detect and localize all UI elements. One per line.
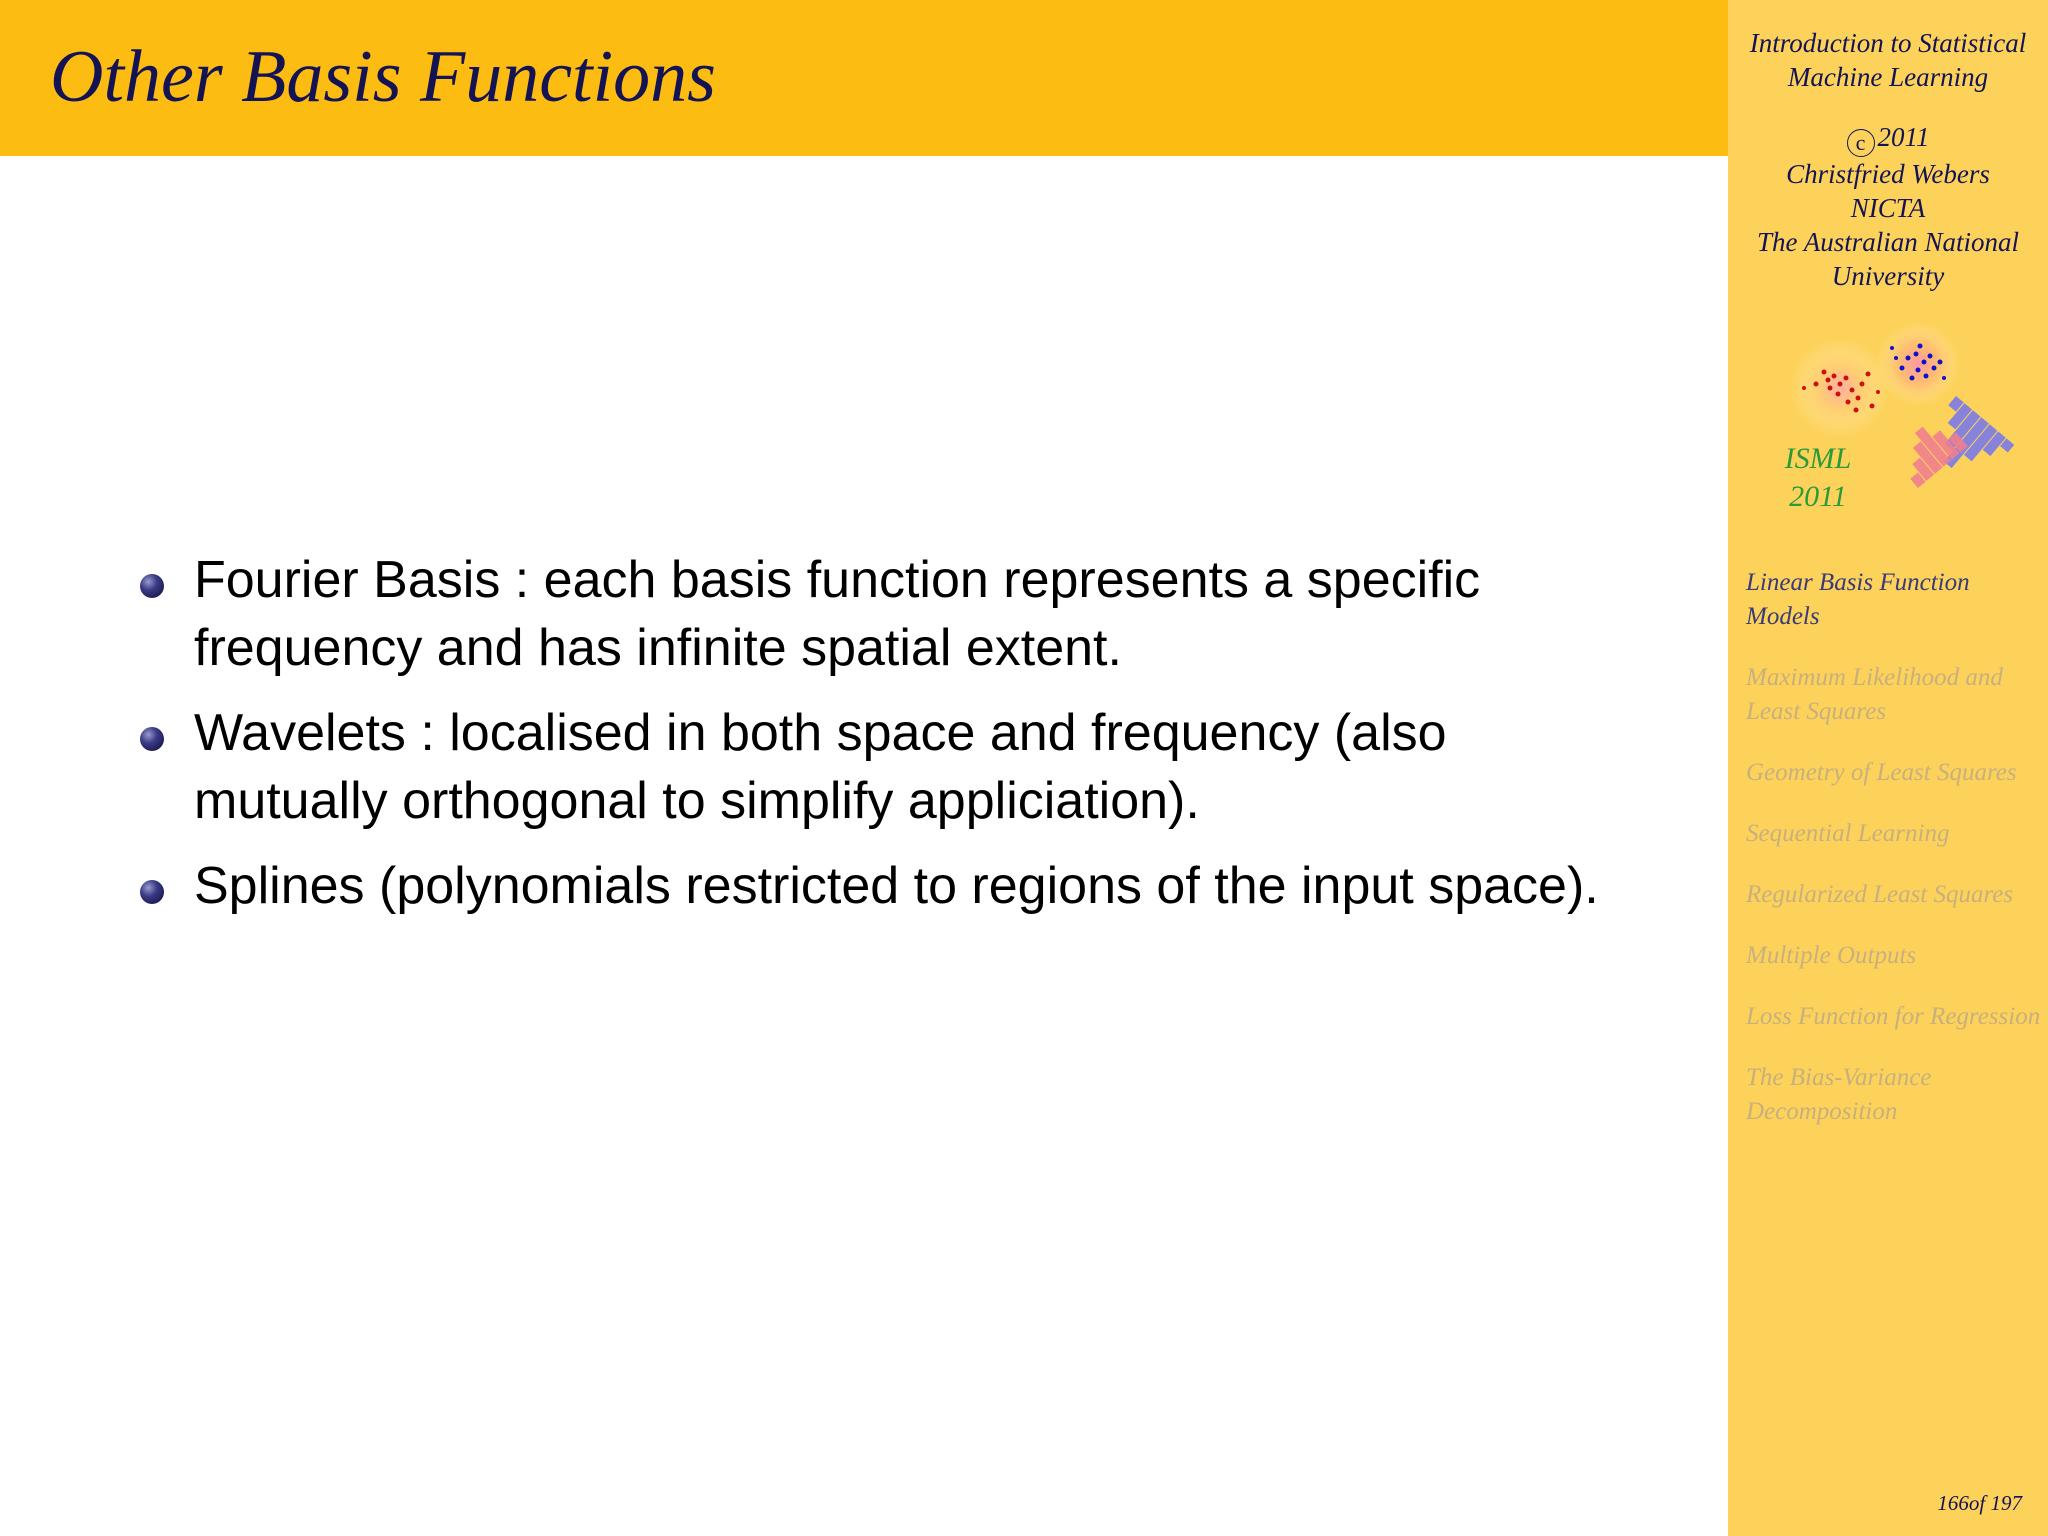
- course-title-line: Machine Learning: [1787, 62, 1989, 92]
- bullet-ball-icon: [140, 574, 164, 598]
- cluster-glow: [1876, 322, 1960, 406]
- copyright-icon: c: [1847, 129, 1875, 157]
- bullet-text: Splines (polynomials restricted to regions of the input space).: [194, 857, 1599, 915]
- logo-label-line: ISML: [1784, 442, 1852, 475]
- author-block: [1728, 120, 2048, 293]
- section-nav: [1746, 566, 2046, 1156]
- nav-item-geometry-of-least-squares[interactable]: Geometry of Least Squares: [1746, 759, 2017, 786]
- bullet-ball-icon: [140, 880, 164, 904]
- page-number: [1937, 1491, 2022, 1516]
- university-line: The Australian National: [1756, 227, 2020, 257]
- nav-item-regularized-least-squares[interactable]: Regularized Least Squares: [1746, 881, 2014, 908]
- logo-label-line: 2011: [1789, 480, 1847, 513]
- page-total: 197: [1990, 1491, 2022, 1515]
- slide-content: [0, 156, 1728, 1536]
- slide-title: Other Basis Functions: [50, 36, 716, 118]
- nav-item-bias-variance[interactable]: The Bias-Variance Decomposition: [1746, 1064, 1932, 1125]
- bullet-item: [140, 546, 1600, 682]
- sidebar: [1728, 0, 2048, 1536]
- nav-item-multiple-outputs[interactable]: Multiple Outputs: [1746, 942, 1917, 969]
- logo-label: [1758, 440, 1878, 516]
- page-current: 166: [1937, 1491, 1969, 1515]
- nav-item-maximum-likelihood[interactable]: Maximum Likelihood and Least Squares: [1746, 664, 2003, 725]
- bullet-text: Wavelets : localised in both space and frequency (also mutually orthogonal to simplify appliciation).: [194, 704, 1447, 830]
- course-title: [1728, 26, 2048, 94]
- bullet-text: Fourier Basis : each basis function represents a specific frequency and has infinite spatial extent.: [194, 551, 1481, 677]
- page-sep: of: [1968, 1491, 1986, 1515]
- author-name: Christfried Webers: [1786, 159, 1990, 189]
- copyright-year: 2011: [1877, 122, 1930, 152]
- nav-item-sequential-learning[interactable]: Sequential Learning: [1746, 820, 1950, 847]
- title-bar: [0, 0, 1728, 156]
- course-title-line: Introduction to Statistical: [1749, 28, 2027, 58]
- nav-item-linear-basis-function-models[interactable]: Linear Basis Function Models: [1746, 569, 1970, 630]
- nav-item-loss-function[interactable]: Loss Function for Regression: [1746, 1003, 2041, 1030]
- bullet-ball-icon: [140, 727, 164, 751]
- bullet-item: [140, 699, 1600, 835]
- bullet-item: [140, 852, 1600, 920]
- organization: NICTA: [1850, 193, 1926, 223]
- bullet-list: [140, 546, 1600, 937]
- copyright-line: [1728, 120, 2048, 157]
- university-line: University: [1831, 261, 1945, 291]
